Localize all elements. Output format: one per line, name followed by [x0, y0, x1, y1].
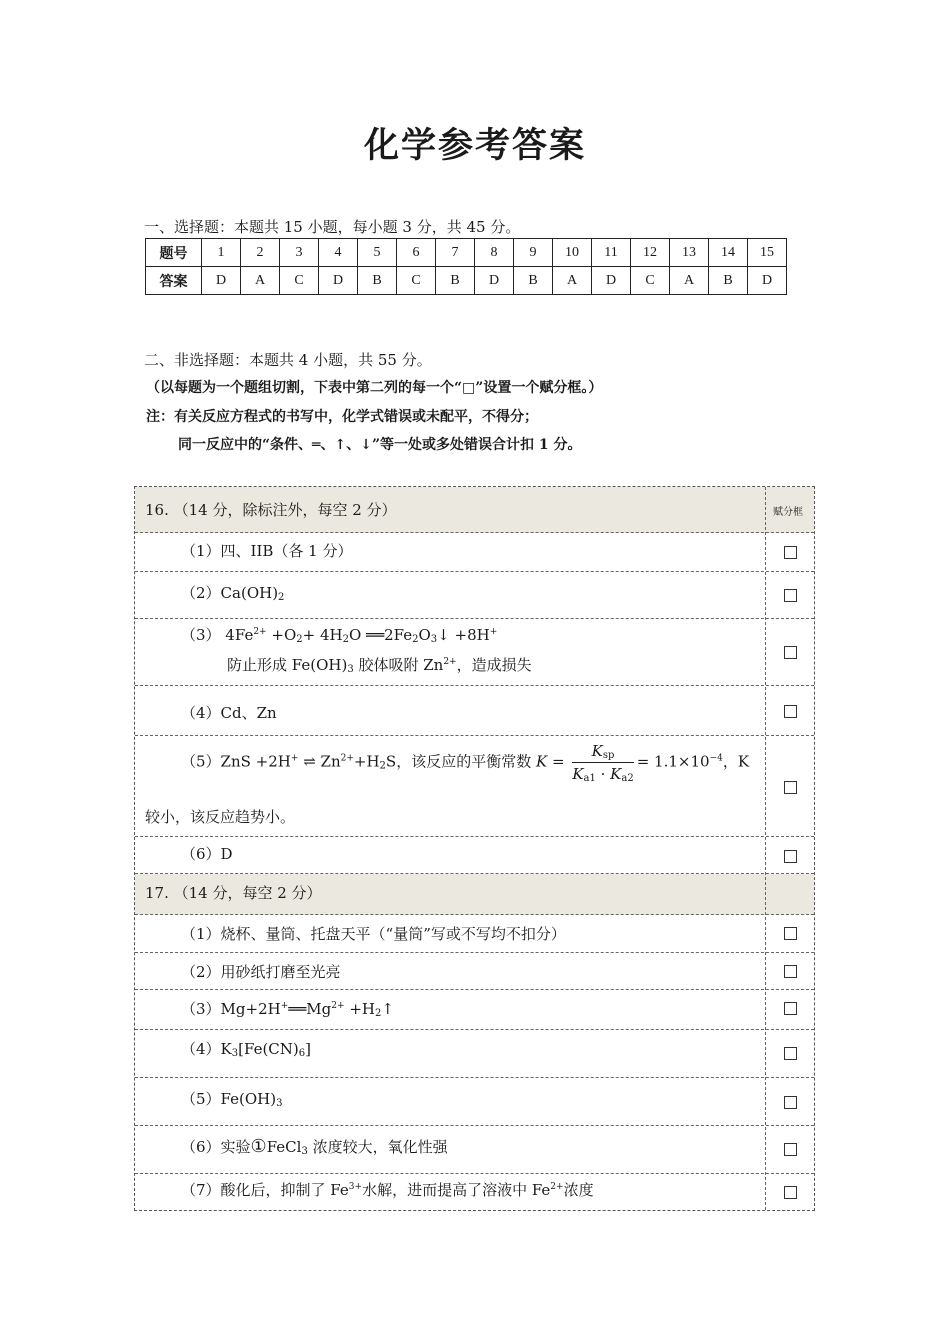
q16-answer-3-reason: 防止形成 $Fe(OH)_3$ 胶体吸附 $Zn^{2+}$，造成损失 — [227, 656, 532, 675]
answer-cell: A — [670, 267, 709, 295]
answer-cell: B — [514, 267, 553, 295]
question-number: 15 — [748, 239, 787, 267]
answer-cell: D — [202, 267, 241, 295]
answer-cell: A — [241, 267, 280, 295]
q17-answer-3-row — [135, 990, 814, 1030]
score-checkbox[interactable] — [784, 646, 797, 659]
score-column-label: 赋分框 — [773, 507, 803, 518]
score-checkbox[interactable] — [784, 705, 797, 718]
score-checkbox[interactable] — [784, 965, 797, 978]
answer-cell: B — [358, 267, 397, 295]
q17-header-row — [135, 874, 814, 915]
q17-header: 17. （14 分，每空 2 分） — [145, 884, 322, 902]
q17-answer-5-row — [135, 1078, 814, 1126]
q16-answer-1-row — [135, 533, 814, 572]
question-number: 5 — [358, 239, 397, 267]
question-number: 13 — [670, 239, 709, 267]
q17-answer-4: $(4)K_3[Fe(CN)_6]$ — [181, 1040, 311, 1059]
question-number: 4 — [319, 239, 358, 267]
page-title: 化学参考答案 — [363, 126, 586, 166]
answer-row — [146, 267, 787, 295]
question-number: 2 — [241, 239, 280, 267]
q17-answer-6-row — [135, 1126, 814, 1174]
q16-header: 16. （14 分，除标注外，每空 2 分） — [145, 501, 397, 519]
q17-answer-7-row — [135, 1174, 814, 1210]
score-checkbox[interactable] — [784, 1002, 797, 1015]
answer-cell: A — [553, 267, 592, 295]
q16-answer-3-row — [135, 619, 814, 686]
q17-answer-1-row — [135, 915, 814, 953]
score-checkbox[interactable] — [784, 546, 797, 559]
score-checkbox[interactable] — [784, 927, 797, 940]
answer-cell: D — [748, 267, 787, 295]
free-response-answer-grid — [134, 486, 815, 1211]
q16-answer-2: $(2)Ca(OH)_2$ — [181, 584, 285, 603]
q16-answer-3-equation: （3） $4Fe^{2+} +O_2+ 4H_2O$ $══2Fe_2O_3↓ +8H^+$ — [181, 626, 498, 645]
score-checkbox[interactable] — [784, 1143, 797, 1156]
q17-answer-7: （7）酸化后，抑制了 $Fe^{3+}$水解，进而提高了溶液中 $Fe^{2+}$浓度 — [181, 1181, 594, 1199]
q16-answer-6: （6）D — [181, 845, 233, 863]
answer-cell: C — [631, 267, 670, 295]
q17-answer-2-row — [135, 953, 814, 990]
score-checkbox[interactable] — [784, 1047, 797, 1060]
row-label-number: 题号 — [146, 239, 202, 267]
score-checkbox[interactable] — [784, 1096, 797, 1109]
equilibrium-constant-fraction: $\frac{K_{sp}}{K_{a1} \cdot K_{a2}}$ — [572, 742, 634, 784]
answer-cell: C — [280, 267, 319, 295]
q16-answer-5-row — [135, 736, 814, 837]
answer-cell: D — [592, 267, 631, 295]
q16-header-row — [135, 487, 814, 533]
question-number: 8 — [475, 239, 514, 267]
grading-note-1: （以每题为一个题组切割，下表中第二列的每一个“□”设置一个赋分框。） — [146, 380, 603, 396]
question-number-row — [146, 239, 787, 267]
q17-answer-5: $(5)Fe(OH)_3$ — [181, 1090, 283, 1109]
q17-answer-6: （6）实验①FeCl$_3$ 浓度较大，氧化性强 — [181, 1136, 448, 1157]
score-checkbox[interactable] — [784, 781, 797, 794]
grading-note-3: 同一反应中的“条件、═、↑、↓”等一处或多处错误合计扣 1 分。 — [178, 437, 582, 453]
question-number: 14 — [709, 239, 748, 267]
grading-note-2: 注：有关反应方程式的书写中，化学式错误或未配平，不得分； — [146, 409, 538, 425]
q17-answer-2: （2）用砂纸打磨至光亮 — [181, 963, 341, 981]
question-number: 1 — [202, 239, 241, 267]
q16-answer-5-conclusion: 较小，该反应趋势小。 — [145, 808, 296, 826]
answer-cell: B — [436, 267, 475, 295]
row-label-answer: 答案 — [146, 267, 202, 295]
question-number: 7 — [436, 239, 475, 267]
q16-answer-4: （4）Cd、Zn — [181, 704, 277, 722]
q16-answer-5-equation: （5）ZnS +2H+ ⇌ $Zn^{2+}+H_2S$，该反应的平衡常数 K = $\frac{K_{sp}}{K_{a1} \cdot K_{a2}}$ = $1.1\times 10^{-4}$，K — [181, 742, 750, 784]
score-checkbox[interactable] — [784, 1186, 797, 1199]
q16-answer-1: （1）四、IIB（各 1 分） — [181, 542, 353, 560]
answer-cell: D — [319, 267, 358, 295]
question-number: 11 — [592, 239, 631, 267]
q16-answer-4-row — [135, 686, 814, 736]
answer-cell: B — [709, 267, 748, 295]
score-checkbox[interactable] — [784, 589, 797, 602]
q16-answer-6-row — [135, 837, 814, 874]
question-number: 6 — [397, 239, 436, 267]
q17-answer-4-row — [135, 1030, 814, 1078]
answer-cell: C — [397, 267, 436, 295]
q16-answer-2-row — [135, 572, 814, 619]
question-number: 12 — [631, 239, 670, 267]
question-number: 3 — [280, 239, 319, 267]
part2-heading: 二、非选择题：本题共 4 小题，共 55 分。 — [144, 351, 432, 369]
score-column-divider — [765, 487, 766, 1210]
q17-answer-3: $(3)Mg+2H^+══Mg^{2+}$ $+H_2↑$ — [181, 1000, 394, 1019]
q17-answer-1: （1）烧杯、量筒、托盘天平（“量筒”写或不写均不扣分） — [181, 925, 566, 943]
part1-heading: 一、选择题：本题共 15 小题，每小题 3 分，共 45 分。 — [144, 218, 521, 236]
multiple-choice-answer-table — [145, 238, 787, 295]
score-checkbox[interactable] — [784, 850, 797, 863]
answer-cell: D — [475, 267, 514, 295]
question-number: 10 — [553, 239, 592, 267]
question-number: 9 — [514, 239, 553, 267]
